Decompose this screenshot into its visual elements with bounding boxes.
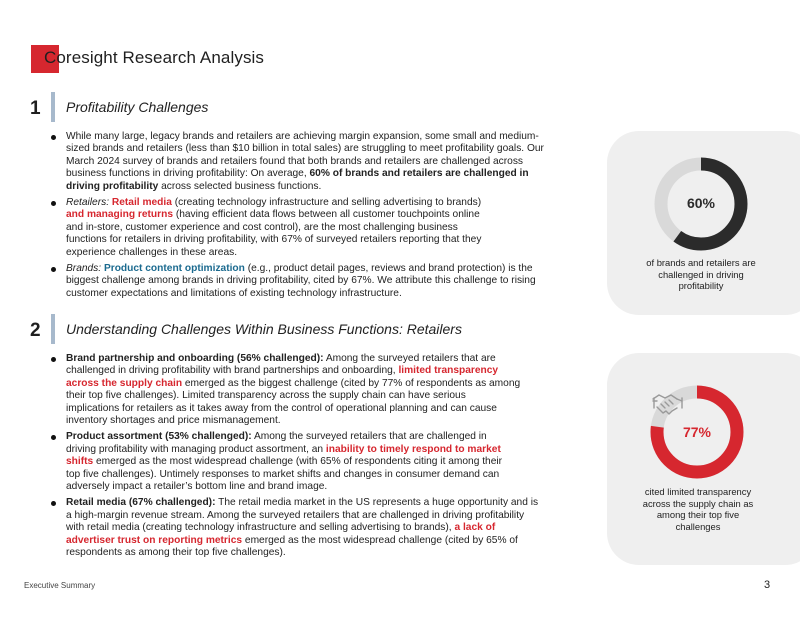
section2-bullets: [66, 353, 539, 564]
section-title: Understanding Challenges Within Business Functions: Retailers: [66, 321, 462, 337]
bullet-text: emerged as the most widespread challenge (cited by 65% of respondents as among their top five challenges).: [66, 534, 518, 559]
bullet-label: Retailers:: [66, 197, 110, 209]
list-item: [66, 263, 556, 300]
list-item: [66, 131, 556, 193]
bullet-highlight: Retail media: [111, 197, 172, 209]
section-divider: [51, 314, 55, 344]
stat-card-supply-chain: [607, 353, 800, 565]
section1-bullets: [66, 131, 556, 304]
bullet-label: Brands:: [66, 263, 102, 275]
bullet-highlight: inability to timely respond to market shifts: [66, 443, 501, 468]
list-item: [66, 497, 541, 559]
page-number: 3: [764, 579, 771, 591]
list-item: [66, 431, 514, 493]
bullet-text: (creating technology infrastructure and selling advertising to brands): [171, 197, 482, 209]
stat-value: 60%: [686, 195, 716, 211]
bullet-text: Among the surveyed retailers that are challenged in driving profitability with brand partnerships and onboarding,: [66, 353, 496, 377]
bullet-text: While many large, legacy brands and retailers are achieving margin expansion, some small and medium-sized brands and retailers (less than $10 billion in total sales) are struggling to meet profitability goals. Our March 2024 survey of brands and retailers found that both brands and retailers are challenged across business functions in driving profitability: On average,: [66, 131, 544, 180]
stat-value: 77%: [682, 424, 712, 440]
bullet-text: (having efficient data flows between all customer touchpoints online and in-store, customer experience and cost control), are the most challenging business functions for retailers in driving profitability, with 67% of surveyed retailers reporting that they experience challenges in these areas.: [66, 209, 482, 258]
section-number: 2: [30, 320, 41, 341]
bullet-label: Product assortment (53% challenged):: [66, 431, 252, 443]
list-item: [66, 197, 486, 259]
bullet-highlight: a lack of advertiser trust on reporting metrics: [66, 522, 496, 546]
bullet-highlight: Product content optimization: [103, 263, 245, 275]
bullet-text: emerged as the most widespread challenge (with 65% of respondents citing it among their top five challenges). Untimely responses to market shifts and changes in consumer demand can adversely impact a retailer’s bottom line and brand image.: [66, 456, 503, 493]
bullet-text: The retail media market in the US represents a huge opportunity and is a high-margin revenue stream. Among the surveyed retailers that are challenged in driving profitability with retail media (creating technology infrastructure and selling advertising to brands),: [66, 497, 539, 534]
stat-caption: of brands and retailers are challenged in driving profitability: [646, 257, 756, 291]
section-divider: [51, 92, 55, 122]
stat-card-profitability: [607, 131, 800, 315]
stat-caption: cited limited transparency across the supply chain as among their top five challenges: [642, 486, 754, 532]
bullet-label: Brand partnership and onboarding (56% challenged):: [66, 353, 324, 364]
bullet-highlight: and managing returns: [66, 209, 173, 221]
bullet-label: Retail media (67% challenged):: [66, 497, 216, 509]
bullet-text: emerged as the biggest challenge (cited by 77% of respondents as among their top five challenges). Limited transparency across the supply chain can have serious implications for retailers as it takes away from the control of operational planning and can cause inventory shortages and price mismanagement.: [66, 377, 521, 427]
bullet-text: (e.g., product detail pages, reviews and brand protection) is the biggest challenge among brands in driving profitability, cited by 67%. We attribute this challenge to rising customer expectations and limitations of existing technology infrastructure.: [66, 263, 536, 299]
list-item: [66, 353, 521, 427]
section-title: Profitability Challenges: [66, 99, 209, 115]
page-title: Coresight Research Analysis: [44, 48, 265, 67]
bullet-highlight: limited transparency across the supply chain: [66, 365, 499, 389]
handshake-icon: [651, 389, 685, 419]
section-number: 1: [30, 98, 41, 119]
footer-label: Executive Summary: [24, 581, 96, 590]
bullet-text: across selected business functions.: [158, 180, 322, 192]
bullet-highlight: 60% of brands and retailers are challenged in driving profitability: [66, 168, 529, 192]
bullet-text: Among the surveyed retailers that are challenged in driving profitability with managing product assortment, an: [66, 431, 487, 455]
